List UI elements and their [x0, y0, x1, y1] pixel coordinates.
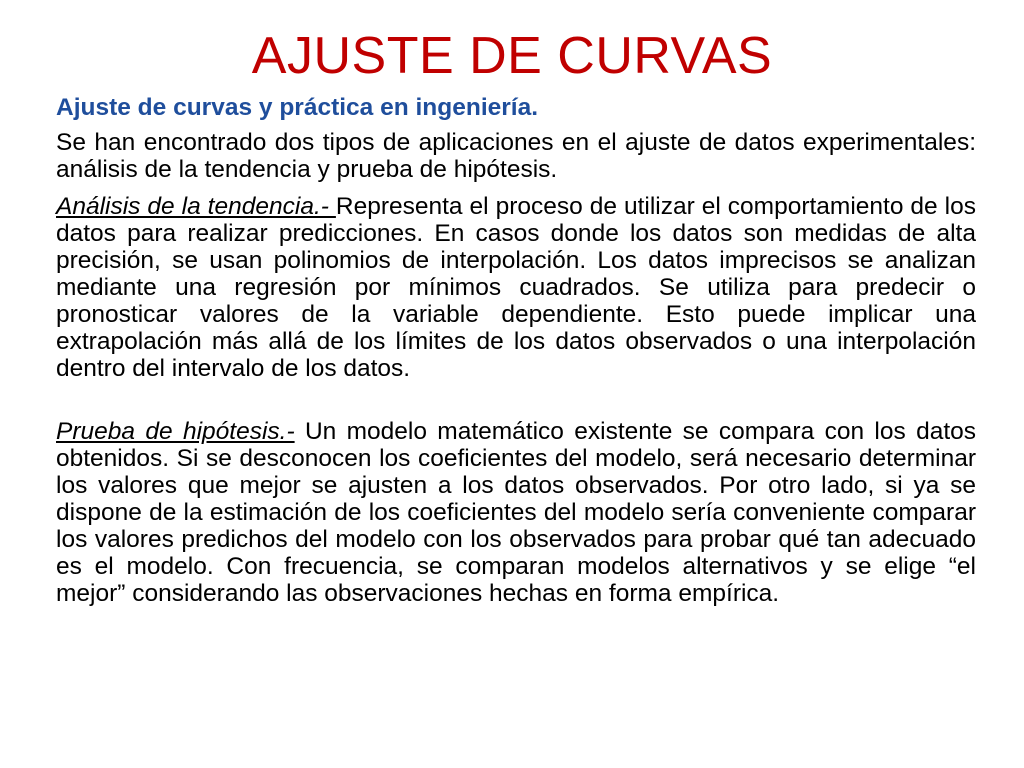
paragraph-spacer — [56, 392, 976, 418]
slide-content — [56, 94, 976, 617]
hypothesis-body: Un modelo matemático existente se compara con los datos obtenidos. Si se desconocen los coeficientes del modelo, será necesario determinar los valores que mejor se ajusten a los datos observados. Por otro lado, si ya se dispone de la estimación de los coeficientes del modelo sería conveniente comparar los valores predichos del modelo con los observados para probar qué tan adecuado es el modelo. Con frecuencia, se comparan modelos alternativos y se elige “el mejor” considerando las observaciones hechas en forma empírica. — [56, 418, 977, 607]
slide-title: AJUSTE DE CURVAS — [251, 27, 773, 85]
trend-body: Representa el proceso de utilizar el comportamiento de los datos para realizar predicciones. En casos donde los datos son medidas de alta precisión, se usan polinomios de interpolación. Los datos imprecisos se analizan mediante una regresión por mínimos cuadrados. Se utiliza para predecir o pronosticar valores de la variable dependiente. Esto puede implicar una extrapolación más allá de los límites de los datos observados o una interpolación dentro del intervalo de los datos. — [56, 193, 976, 382]
trend-lead: Análisis de la tendencia.- — [56, 193, 336, 220]
hypothesis-paragraph — [56, 418, 976, 607]
trend-paragraph — [56, 193, 976, 382]
slide-subtitle: Ajuste de curvas y práctica en ingeniería. — [56, 94, 539, 121]
intro-paragraph: Se han encontrado dos tipos de aplicaciones en el ajuste de datos experimentales: análisis de la tendencia y prueba de hipótesis. — [56, 129, 976, 183]
hypothesis-lead: Prueba de hipótesis.- — [56, 418, 295, 445]
